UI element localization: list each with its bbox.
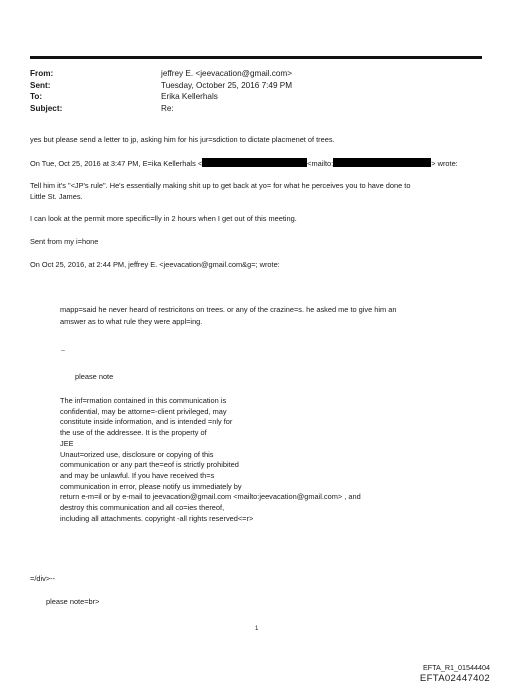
notice-line: JEE: [60, 438, 74, 448]
permit-line: I can look at the permit more specific=lly in 2 hours when I get out of this meeting.: [30, 214, 297, 223]
notice-line: and may be unlawful. If you have received th=s: [60, 470, 215, 480]
confidentiality-notice: [60, 396, 361, 524]
sent-from-line: Sent from my i=hone: [30, 237, 99, 246]
sent-value: Tuesday, October 25, 2016 7:49 PM: [161, 80, 293, 90]
tell-line-2: Little St. James.: [30, 192, 83, 201]
reply-line: yes but please send a letter to jp, asking him for his jur=sdiction to dictate placmenet of trees.: [30, 135, 335, 144]
tell-line-1: Tell him it's "<JP's rule". He's essentially making shit up to get back at yo= for what he perceives you to have done to: [30, 181, 411, 190]
notice-line: the use of the addressee. It is the property of: [60, 428, 207, 438]
notice-line: destroy this communication and all co=ies thereof,: [60, 503, 225, 513]
notice-line: including all attachments. copyright -all rights reserved<=r>: [60, 513, 254, 523]
bates-number-primary: EFTA_R1_01544404: [423, 663, 490, 672]
quote-header-part3: > wrote:: [431, 159, 458, 168]
email-header: [30, 68, 292, 114]
quote-header-part1: On Tue, Oct 25, 2016 at 3:47 PM, E=ika Kellerhals <: [30, 159, 203, 168]
notice-line: communication or any part the=eof is strictly prohibited: [60, 460, 239, 470]
notice-line: confidential, may be attorne=-client privileged, may: [60, 406, 227, 416]
redaction-bar: [333, 158, 431, 167]
page-number: 1: [255, 626, 259, 632]
mapp-line-2: amswer as to what rule they were appl=ing.: [60, 317, 203, 326]
please-note-br-line: please note=br>: [46, 597, 100, 606]
please-note-heading: please note: [75, 372, 114, 381]
quote-header-part2: <mailto:: [307, 159, 334, 168]
subject-label: Subject:: [30, 103, 63, 113]
div-close-line: =/div>--: [30, 574, 56, 583]
quote-header-tue: [30, 158, 458, 170]
top-rule: [30, 56, 482, 59]
redaction-bar: [202, 158, 307, 167]
bates-number-secondary: EFTA02447402: [419, 673, 490, 684]
notice-line: communication in error, please notify us immediately by: [60, 481, 242, 491]
subject-value: Re:: [161, 103, 174, 113]
notice-line: constitute inside information, and is intended =nly for: [60, 417, 233, 427]
sent-label: Sent:: [30, 80, 51, 90]
to-value: Erika Kellerhals: [161, 92, 218, 101]
from-label: From:: [30, 69, 54, 78]
notice-line: return e-m=il or by e-mail to jeevacation@gmail.com <mailto:jeevacation@gmail.com> , and: [60, 492, 361, 502]
quote-header-oct: On Oct 25, 2016, at 2:44 PM, jeffrey E. <jeevacation@gmail.com&g=; wrote:: [30, 260, 280, 269]
mapp-line-1: mapp=said he never heard of restricitons on trees. or any of the crazine=s. he asked me to give him an: [60, 305, 397, 314]
signature-dashes: --: [61, 348, 65, 354]
notice-line: The inf=rmation contained in this communication is: [60, 396, 227, 405]
to-label: To:: [30, 92, 43, 101]
from-value: jeffrey E. <jeevacation@gmail.com>: [161, 69, 293, 78]
notice-line: Unaut=orized use, disclosure or copying of this: [60, 449, 214, 459]
